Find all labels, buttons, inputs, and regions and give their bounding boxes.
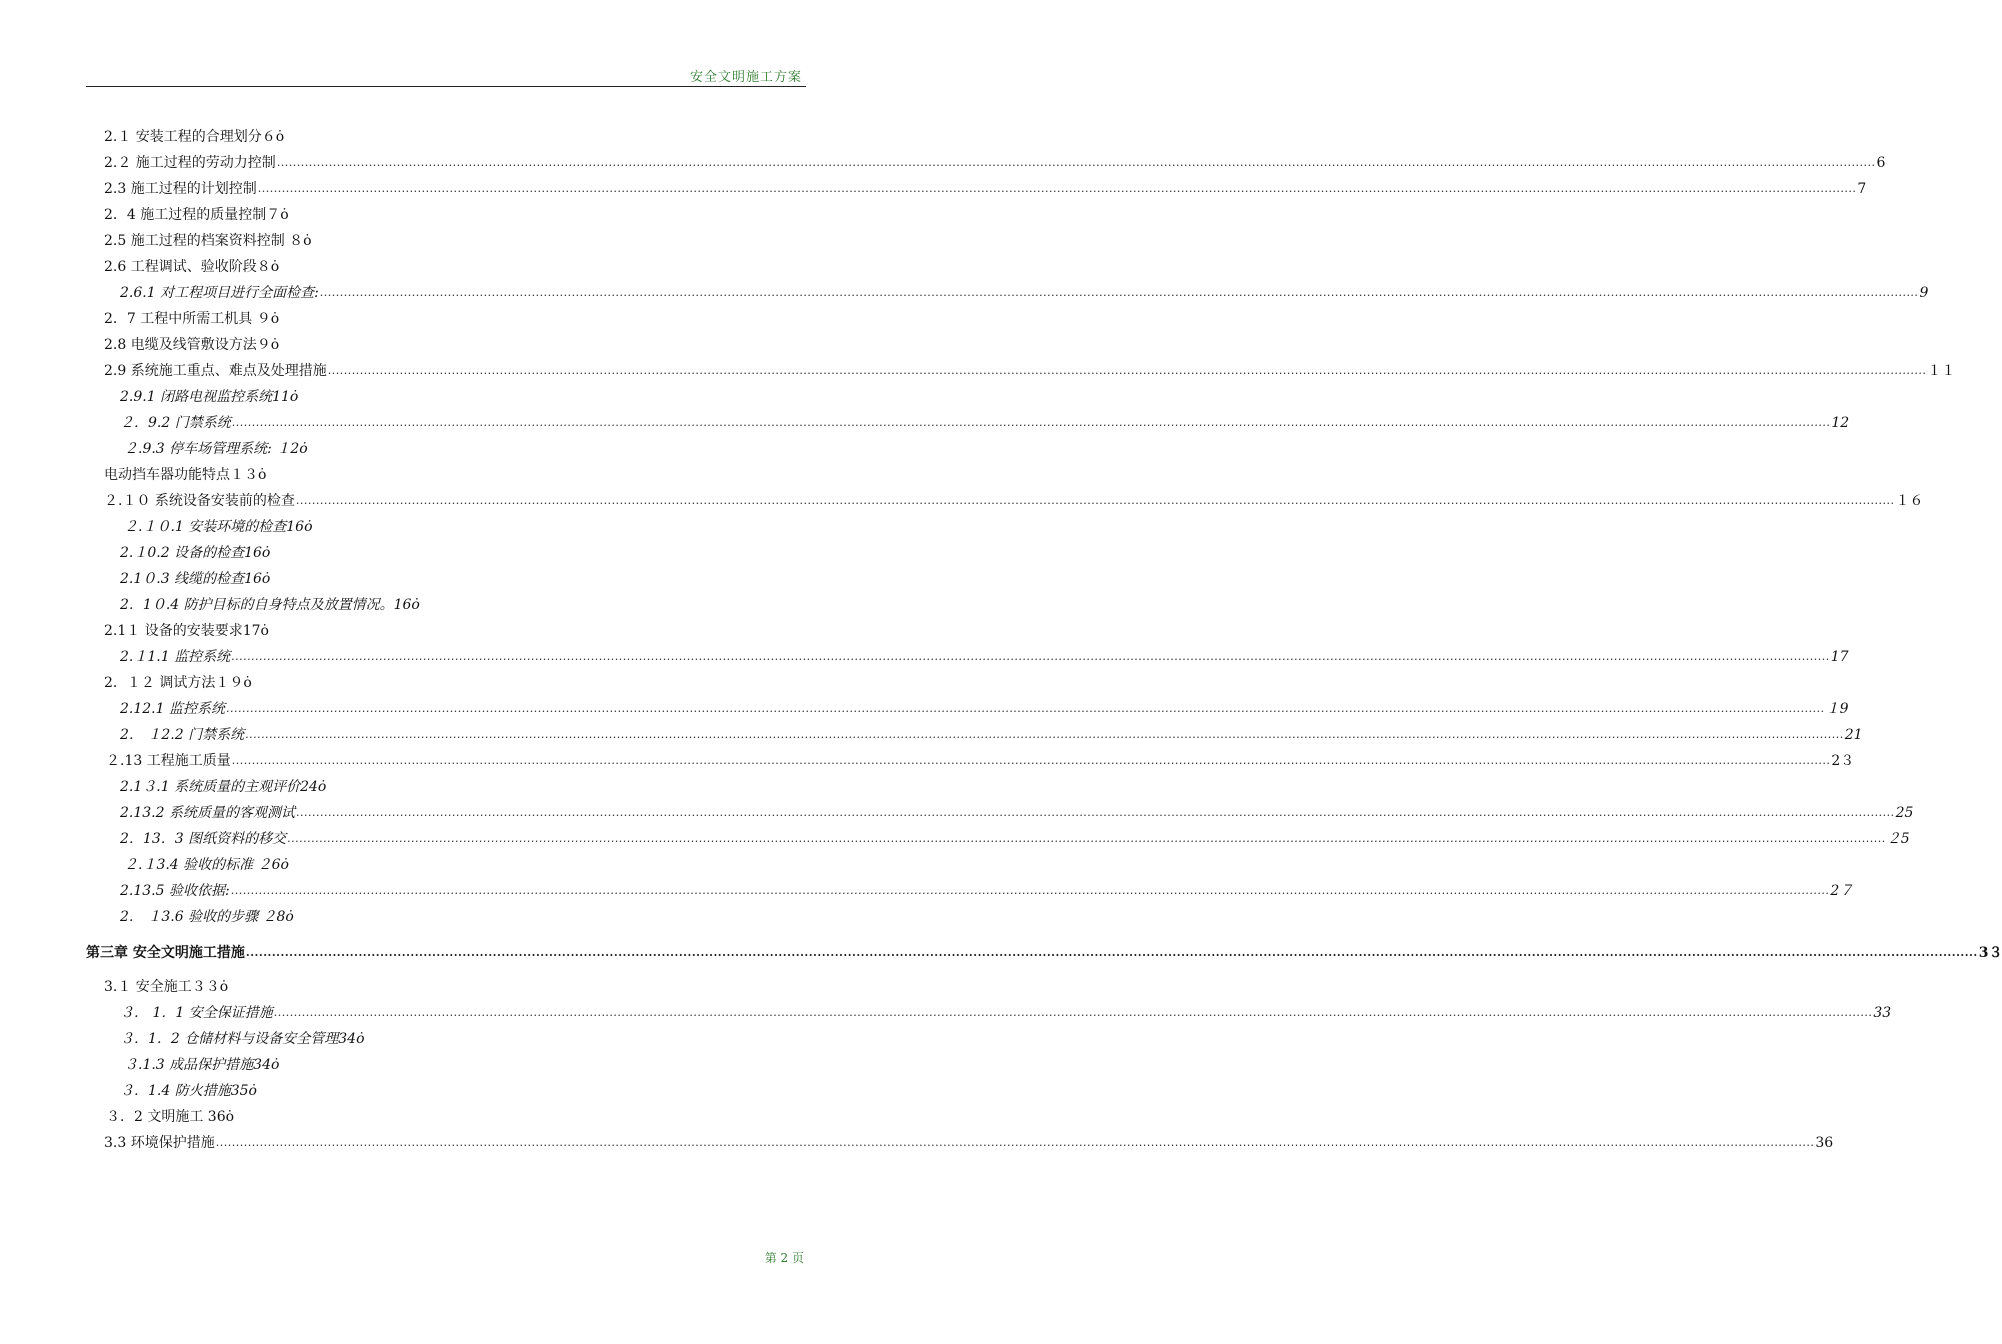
toc-entry-label: 2．1０.4 防护目标的自身特点及放置情况。16ȯ — [120, 597, 420, 613]
toc-entry-label: 2.１ 安装工程的合理划分６ȯ — [104, 129, 285, 145]
toc-entry-label: 2.1３.1 系统质量的主观评价24ȯ — [120, 779, 327, 795]
toc-dot-leader: ................................................................................................................................................................................................................................................................................................................................................................................................................ — [225, 702, 1825, 715]
toc-entry-label: 2.6 工程调试、验收阶段８ȯ — [104, 259, 280, 275]
toc-entry[interactable] — [104, 334, 279, 354]
toc-entry-label: ２.１０ 系统设备安装前的检查 — [104, 493, 295, 509]
toc-entry-page: 6 — [1876, 155, 1886, 171]
toc-entry[interactable] — [120, 724, 1863, 744]
toc-dot-leader: ................................................................................................................................................................................................................................................................................................................................................................................................................ — [245, 728, 1844, 741]
toc-entry-label: 2.13.5 验收依据: — [120, 883, 230, 899]
toc-entry[interactable] — [124, 1054, 279, 1074]
toc-entry[interactable] — [124, 516, 313, 536]
toc-entry-page: 2７ — [1830, 883, 1854, 899]
toc-entry-label: ３．2 文明施工 36ȯ — [106, 1109, 235, 1125]
toc-entry[interactable] — [120, 594, 420, 614]
toc-dot-leader: ................................................................................................................................................................................................................................................................................................................................................................................................................ — [287, 832, 1886, 845]
toc-entry-label: 2.6.1 对工程项目进行全面检查: — [120, 285, 319, 301]
toc-entry[interactable] — [120, 1002, 1892, 1022]
toc-entry-label: 2.２ 施工过程的劳动力控制 — [104, 155, 276, 171]
toc-entry[interactable] — [106, 750, 1855, 770]
toc-dot-leader: ................................................................................................................................................................................................................................................................................................................................................................................................................ — [231, 416, 1831, 429]
toc-entry-label: ２．9.2 门禁系统 — [120, 415, 231, 431]
toc-entry[interactable] — [120, 880, 1854, 900]
toc-entry-page: 17 — [1830, 649, 1849, 665]
toc-entry[interactable] — [104, 178, 1867, 198]
toc-entry[interactable] — [104, 256, 279, 276]
toc-entry-label: ２.9.3 停车场管理系统: １2ȯ — [124, 441, 308, 457]
toc-entry-page: 21 — [1844, 727, 1863, 743]
toc-entry-label: 2.13.2 系统质量的客观测试 — [120, 805, 295, 821]
page-header — [86, 66, 806, 87]
toc-entry[interactable] — [120, 776, 326, 796]
toc-entry[interactable] — [104, 672, 252, 692]
toc-dot-leader: ................................................................................................................................................................................................................................................................................................................................................................................................................ — [231, 754, 1831, 767]
toc-dot-leader: ................................................................................................................................................................................................................................................................................................................................................................................................................ — [245, 946, 1978, 959]
toc-entry-page: 7 — [1857, 181, 1867, 197]
toc-dot-leader: ................................................................................................................................................................................................................................................................................................................................................................................................................ — [230, 884, 1830, 897]
toc-entry[interactable] — [104, 490, 1924, 510]
toc-entry[interactable] — [104, 230, 312, 250]
toc-entry-label: 2.12.1 监控系统 — [120, 701, 225, 717]
toc-entry[interactable] — [120, 542, 270, 562]
toc-dot-leader: ................................................................................................................................................................................................................................................................................................................................................................................................................ — [319, 286, 1919, 299]
toc-entry[interactable] — [120, 906, 294, 926]
toc-entry-label: ２.１０.1 安装环境的检查16ȯ — [124, 519, 313, 535]
toc-entry[interactable] — [104, 126, 284, 146]
toc-entry-label: ３． 1．1 安全保证措施 — [120, 1005, 273, 1021]
toc-entry[interactable] — [120, 386, 298, 406]
toc-entry-label: ３．1．2 仓储材料与设备安全管理34ȯ — [120, 1031, 365, 1047]
toc-dot-leader: ................................................................................................................................................................................................................................................................................................................................................................................................................ — [327, 364, 1927, 377]
toc-entry-label: 电动挡车器功能特点１３ȯ — [104, 467, 267, 483]
toc-entry-label: 2.5 施工过程的档案资料控制 ８ȯ — [104, 233, 312, 249]
toc-dot-leader: ................................................................................................................................................................................................................................................................................................................................................................................................................ — [215, 1136, 1815, 1149]
toc-entry-page: 36 — [1815, 1135, 1834, 1151]
toc-entry-label: 2． １3.6 验收的步骤 ２8ȯ — [120, 909, 294, 925]
toc-dot-leader: ................................................................................................................................................................................................................................................................................................................................................................................................................ — [295, 494, 1895, 507]
toc-entry[interactable] — [124, 438, 308, 458]
toc-entry-page: ２5 — [1886, 831, 1910, 847]
toc-entry-label: 2.9 系统施工重点、难点及处理措施 — [104, 363, 327, 379]
toc-entry-label: 2．4 施工过程的质量控制７ȯ — [104, 207, 289, 223]
toc-entry-label: 2.1０.3 线缆的检查16ȯ — [120, 571, 271, 587]
toc-entry[interactable] — [120, 698, 1849, 718]
toc-entry[interactable] — [104, 360, 1956, 380]
toc-entry-label: 2.8 电缆及线管敷设方法９ȯ — [104, 337, 280, 353]
toc-dot-leader: ................................................................................................................................................................................................................................................................................................................................................................................................................ — [231, 650, 1830, 663]
toc-entry[interactable] — [120, 828, 1910, 848]
toc-entry-page: 2３ — [1831, 753, 1855, 769]
toc-dot-leader: ................................................................................................................................................................................................................................................................................................................................................................................................................ — [276, 156, 1876, 169]
toc-entry-page: 9 — [1919, 285, 1929, 301]
toc-entry[interactable] — [104, 464, 266, 484]
toc-entry[interactable] — [120, 646, 1849, 666]
toc-entry-page: 12 — [1831, 415, 1850, 431]
toc-entry-label: ２.13 工程施工质量 — [106, 753, 231, 769]
toc-entry[interactable] — [104, 204, 289, 224]
page-number: 第 2 页 — [764, 1251, 804, 1265]
toc-entry-page: 25 — [1895, 805, 1914, 821]
toc-entry[interactable] — [120, 568, 270, 588]
toc-dot-leader: ................................................................................................................................................................................................................................................................................................................................................................................................................ — [273, 1006, 1873, 1019]
toc-entry-label: 2．１２ 调试方法１９ȯ — [104, 675, 252, 691]
toc-entry-label: 2． １2.2 门禁系统 — [120, 727, 245, 743]
toc-dot-leader: ................................................................................................................................................................................................................................................................................................................................................................................................................ — [257, 182, 1857, 195]
toc-entry-page: １9 — [1825, 701, 1849, 717]
toc-entry-label: ３.1.3 成品保护措施34ȯ — [124, 1057, 280, 1073]
toc-entry[interactable] — [104, 152, 1886, 172]
toc-entry[interactable] — [86, 942, 2002, 962]
header-title: 安全文明施工方案 — [689, 70, 802, 85]
toc-entry-page: 33 — [1873, 1005, 1892, 1021]
toc-entry[interactable] — [104, 976, 228, 996]
toc-entry[interactable] — [120, 802, 1914, 822]
toc-entry-label: 2．13．3 图纸资料的移交 — [120, 831, 287, 847]
toc-entry-label: 2.9.1 闭路电视监控系统11ȯ — [120, 389, 299, 405]
toc-entry[interactable] — [104, 1132, 1834, 1152]
toc-entry[interactable] — [106, 1106, 234, 1126]
toc-entry-label: 2.3 施工过程的计划控制 — [104, 181, 257, 197]
toc-entry[interactable] — [120, 1028, 365, 1048]
toc-entry[interactable] — [120, 412, 1850, 432]
toc-entry-page: 3３ — [1978, 945, 2002, 961]
toc-entry-label: 第三章 安全文明施工措施 — [86, 945, 245, 961]
toc-entry-label: ２.１3.4 验收的标准 ２6ȯ — [124, 857, 289, 873]
toc-entry-label: 2.1１ 设备的安装要求17ȯ — [104, 623, 269, 639]
toc-entry-page: １１ — [1927, 363, 1956, 379]
toc-entry-label: 3.１ 安全施工３３ȯ — [104, 979, 229, 995]
toc-entry-label: 3.3 环境保护措施 — [104, 1135, 215, 1151]
toc-entry[interactable] — [124, 854, 289, 874]
toc-dot-leader: ................................................................................................................................................................................................................................................................................................................................................................................................................ — [295, 806, 1895, 819]
toc-entry-label: 2．7 工程中所需工机具 ９ȯ — [104, 311, 280, 327]
toc-entry-label: 2.１0.2 设备的检查16ȯ — [120, 545, 271, 561]
toc-entry-page: １６ — [1895, 493, 1924, 509]
toc-entry[interactable] — [104, 620, 269, 640]
toc-entry-label: ３．1.4 防火措施35ȯ — [120, 1083, 257, 1099]
toc-entry[interactable] — [104, 308, 279, 328]
toc-entry[interactable] — [120, 282, 1929, 302]
toc-entry-label: 2.１1.1 监控系统 — [120, 649, 231, 665]
toc-entry[interactable] — [120, 1080, 257, 1100]
